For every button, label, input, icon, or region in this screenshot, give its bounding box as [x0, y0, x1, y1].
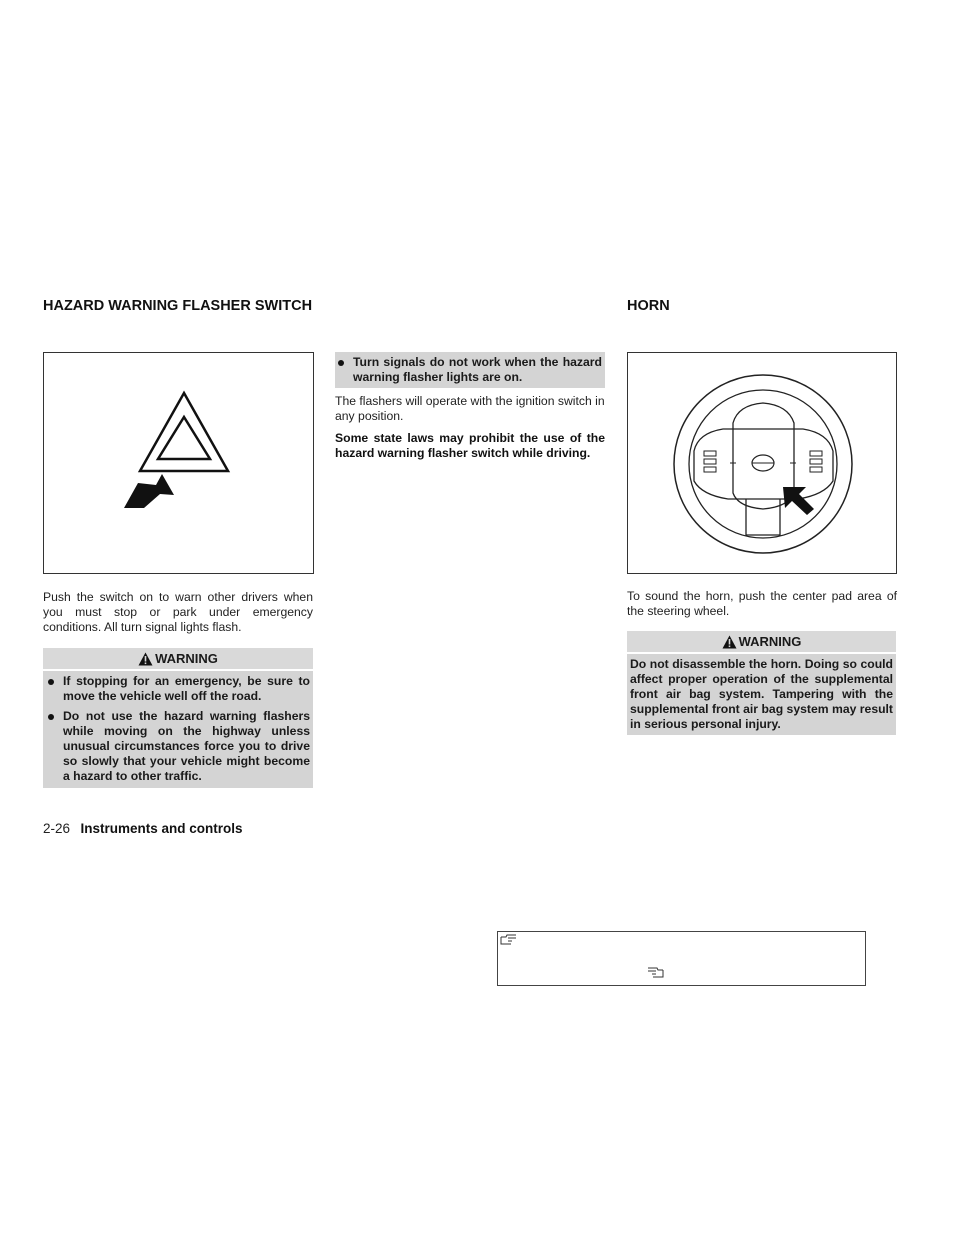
warning-title: WARNING	[155, 651, 218, 666]
horn-figure	[627, 352, 897, 574]
hazard-triangle-switch-icon	[44, 353, 313, 573]
warning-item: Do not use the hazard warning flashers while moving on the highway unless unusual circumstances force you to drive so slowly that your vehicle might become a hazard to other traffic.	[45, 709, 310, 784]
hazard-switch-figure	[43, 352, 314, 574]
hazard-warning-box	[43, 648, 313, 788]
warning-body	[43, 671, 313, 788]
steering-wheel-horn-icon	[628, 353, 896, 573]
warning-header	[627, 631, 896, 652]
warning-text: Do not disassemble the horn. Doing so could affect proper operation of the supplemental front air bag system. Tampering with the supplemental front air bag system may result in serious personal injury.	[627, 654, 896, 735]
flasher-ignition-text: The flashers will operate with the ignition switch in any position.	[335, 394, 605, 424]
warning-triangle-icon	[138, 652, 153, 666]
note-item: Turn signals do not work when the hazard warning flasher lights are on.	[335, 355, 602, 385]
pointing-hand-right-icon	[500, 934, 518, 946]
warning-triangle-icon	[722, 635, 737, 649]
section-title: Instruments and controls	[80, 821, 243, 836]
warning-title: WARNING	[738, 634, 802, 649]
turn-signal-note	[335, 352, 605, 388]
pointing-hand-left-icon	[646, 967, 664, 979]
horn-instructions: To sound the horn, push the center pad area of the steering wheel.	[627, 589, 897, 619]
warning-header	[43, 648, 313, 669]
page-number: 2-26	[43, 821, 71, 836]
note-box	[497, 931, 866, 986]
horn-warning-box	[627, 631, 896, 735]
page-footer	[43, 820, 243, 838]
hazard-section-heading: HAZARD WARNING FLASHER SWITCH	[43, 298, 313, 314]
state-laws-note: Some state laws may prohibit the use of the hazard warning flasher switch while driving.	[335, 431, 605, 461]
hazard-instructions: Push the switch on to warn other drivers when you must stop or park under emergency conditions. All turn signal lights flash.	[43, 590, 313, 635]
horn-section-heading: HORN	[627, 298, 670, 314]
warning-item: If stopping for an emergency, be sure to move the vehicle well off the road.	[45, 674, 310, 704]
